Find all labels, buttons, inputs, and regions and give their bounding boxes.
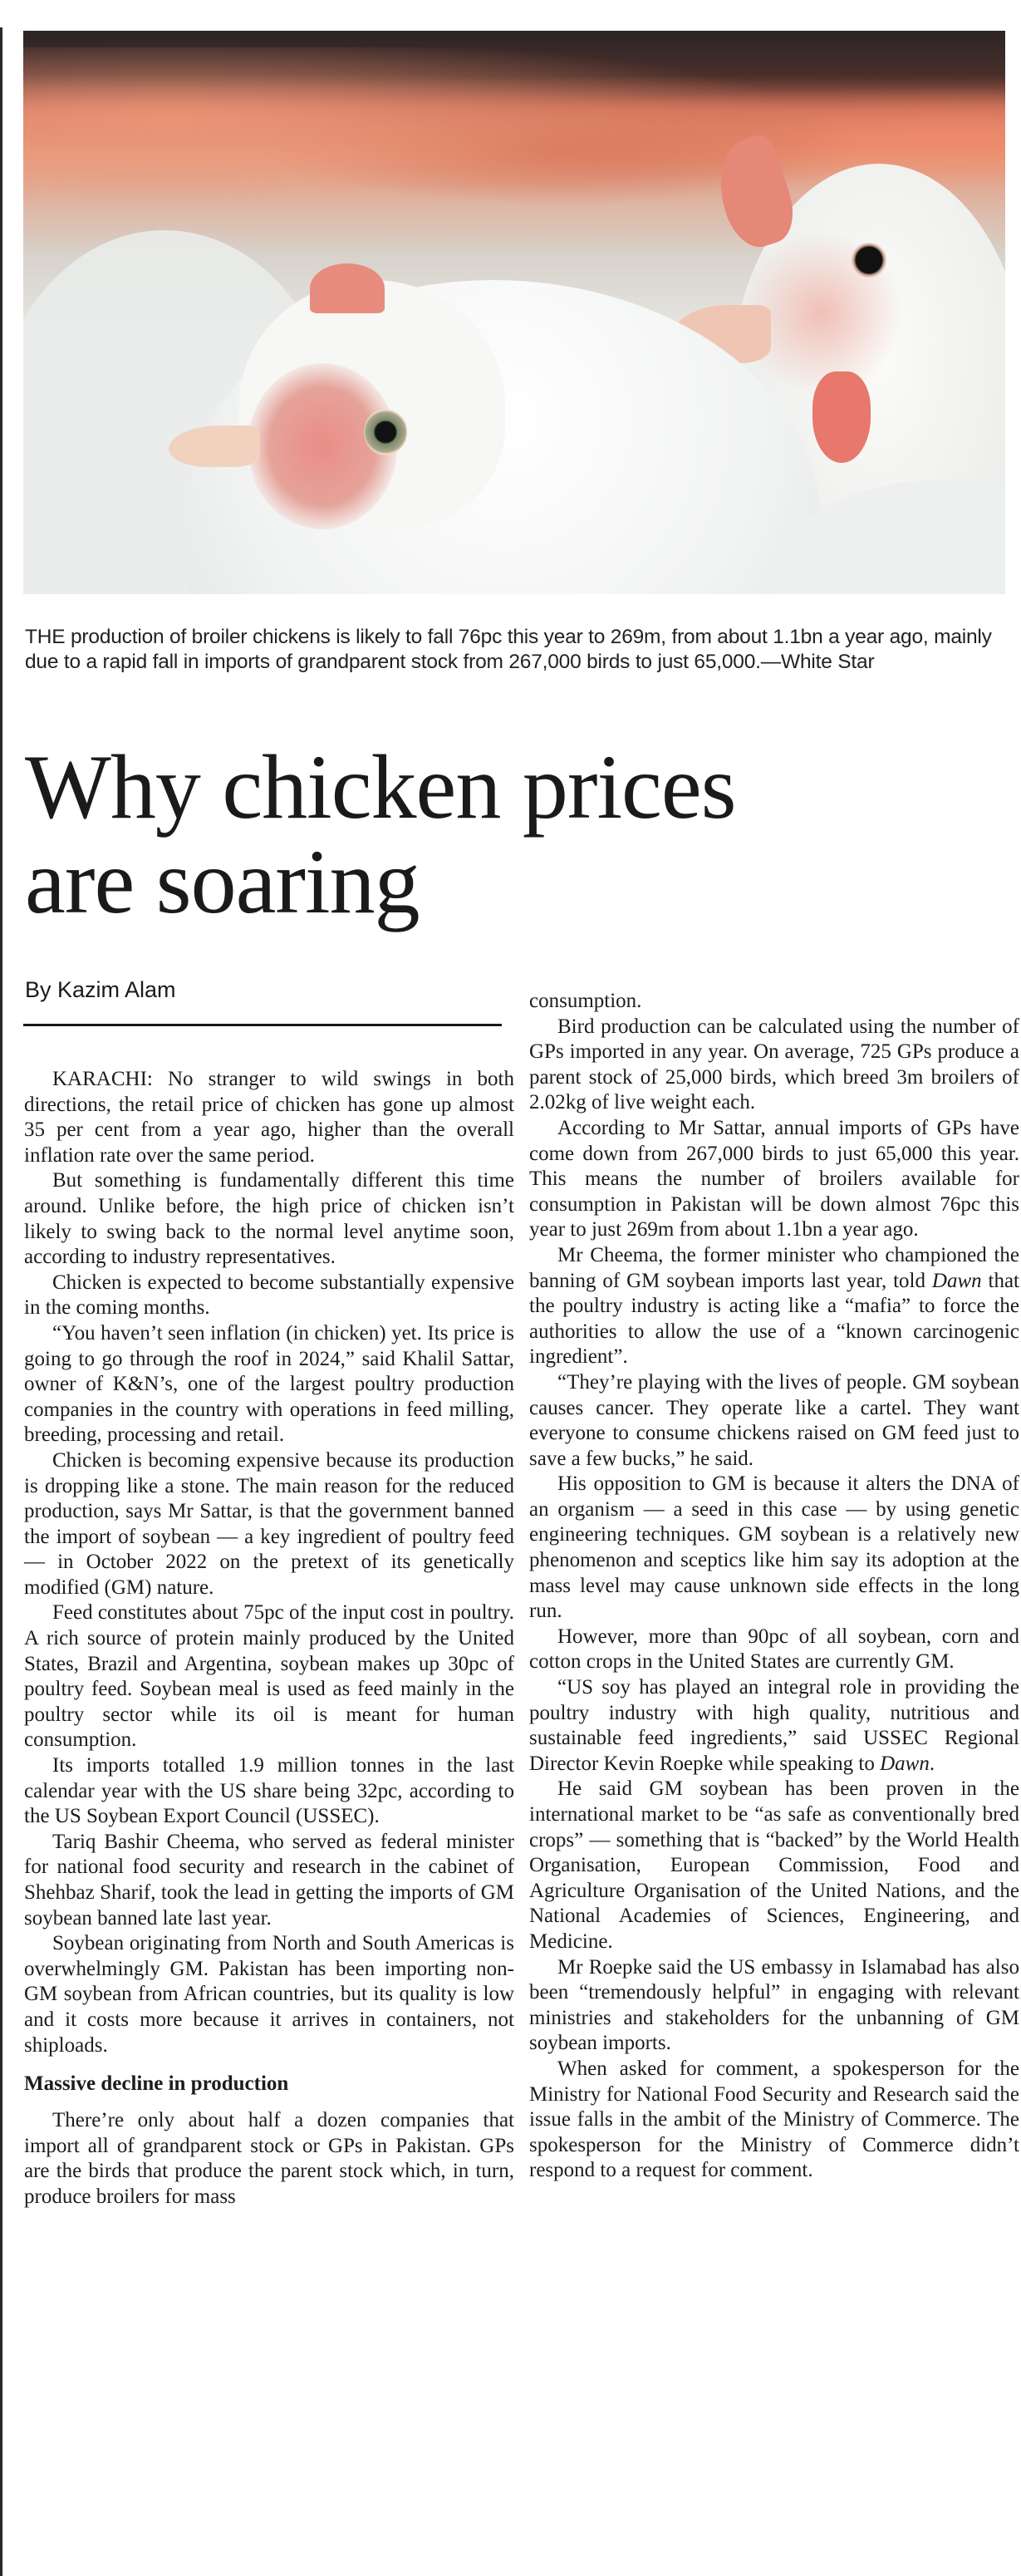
paragraph: Chicken is becoming expensive because its production is dropping like a stone. The main reason for the reduced production, says Mr Sattar, is that the government banned the import of soybean — a key ingredient of poultry feed — in October 2022 on the pretext of its genetically modified (GM) nature. <box>24 1448 514 1599</box>
photo-caption: THE production of broiler chickens is likely to fall 76pc this year to 269m, from about 1.1bn a year ago, mainly due to a rapid fall in imports of grandparent stock from 267,000 birds to just 65,000.—White Star <box>25 626 992 673</box>
paragraph: Soybean originating from North and South Americas is overwhelmingly GM. Pakistan has been importing non-GM soybean from African countries, but its quality is low and it costs more because it arrives in containers, not shiploads. <box>24 1932 514 2057</box>
chicken-photo <box>23 31 1005 594</box>
paragraph: His opposition to GM is because it alters the DNA of an organism — a seed in this case — by using genetic engineering techniques. GM soybean is a relatively new phenomenon and sceptics like him say its adoption at the mass level may cause unknown side effects in the long run. <box>529 1472 1019 1623</box>
paragraph: Feed constitutes about 75pc of the input cost in poultry. A rich source of protein mainly produced by the United States, Brazil and Argentina, soybean makes up 30pc of poultry feed. Soybean meal is used as feed mainly in the poultry sector while its oil is meant for human consumption. <box>24 1601 514 1752</box>
paragraph: Bird production can be calculated using the number of GPs imported in any year. On average, 725 GPs produce a parent stock of 25,000 birds, which breed 3m broilers of 2.02kg of live weight each. <box>529 1015 1019 1114</box>
text-run: “US soy has played an integral role in providing the poultry industry with high quality, nutritious and sustainable feed ingredients,” said USSEC Regional Director Kevin Roepke while speaking to <box>529 1676 1019 1775</box>
paragraph: “You haven’t seen inflation (in chicken) yet. Its price is going to go through the roof in 2024,” said Khalil Sattar, owner of K&N’s, one of the largest poultry production companies in the country with operations in feed milling, breeding, processing and retail. <box>24 1321 514 1447</box>
paragraph: There’re only about half a dozen companies that import all of grandparent stock or GPs in Pakistan. GPs are the birds that produce the parent stock which, in turn, produce broilers for mass <box>24 2109 514 2208</box>
byline: By Kazim Alam <box>25 977 176 1002</box>
headline <box>25 736 997 932</box>
text-run: that the poultry industry is acting like a “mafia” to force the authorities to allow the use of a “known carcinogenic ingredient”. <box>529 1269 1019 1369</box>
paragraph: “They’re playing with the lives of people. GM soybean causes cancer. They operate like a cartel. They want everyone to consume chickens raised on GM feed just to save a few bucks,” he said. <box>529 1370 1019 1470</box>
headline-line-2: are soaring <box>25 831 420 932</box>
text-run: Mr Cheema, the former minister who championed the banning of GM soybean imports last year, told <box>529 1243 1019 1292</box>
headline-line-1: Why chicken prices <box>25 736 736 838</box>
byline-rule <box>23 1024 502 1026</box>
paragraph: When asked for comment, a spokesperson for the Ministry for National Food Security and Research said the issue falls in the ambit of the Ministry of Commerce. The spokesperson for the Ministry of Commerce didn’t respond to a request for comment. <box>529 2057 1019 2182</box>
subheading: Massive decline in production <box>24 2072 289 2096</box>
photo-main-chicken-eye <box>364 409 407 455</box>
paragraph: He said GM soybean has been proven in the international market to be “as safe as conventionally bred crops” — something that is “backed” by the World Health Organisation, European Commission, Food and Agriculture Organisation of the United Nations, and the National Academies of Sciences, Engineering, and Medicine. <box>529 1777 1019 1953</box>
paragraph: However, more than 90pc of all soybean, corn and cotton crops in the United States are currently GM. <box>529 1625 1019 1674</box>
paragraph: Mr Roepke said the US embassy in Islamabad has also been “tremendously helpful” in engaging with relevant ministries and stakeholders for the unbanning of GM soybean imports. <box>529 1955 1019 2055</box>
publication-name: Dawn <box>880 1752 930 1775</box>
paragraph: Tariq Bashir Cheema, who served as federal minister for national food security and research in the cabinet of Shehbaz Sharif, took the lead in getting the imports of GM soybean banned late last year. <box>24 1830 514 1930</box>
photo-main-chicken-comb <box>310 263 385 313</box>
photo-right-chicken-eye <box>850 238 888 282</box>
paragraph: Chicken is expected to become substantially expensive in the coming months. <box>24 1271 514 1320</box>
article-column-left <box>24 1067 514 2210</box>
paragraph: KARACHI: No stranger to wild swings in both directions, the retail price of chicken has gone up almost 35 per cent from a year ago, higher than the overall inflation rate over the same period. <box>24 1068 514 1167</box>
paragraph <box>529 1675 1019 1777</box>
paragraph: According to Mr Sattar, annual imports of GPs have come down from 267,000 birds to just 65,000 this year. This means the number of broilers available for consumption in Pakistan will be down almost 76pc this year to just 269m from about 1.1bn a year ago. <box>529 1116 1019 1241</box>
paragraph: But something is fundamentally different this time around. Unlike before, the high price of chicken isn’t likely to swing back to the normal level anytime soon, according to industry representatives. <box>24 1169 514 1269</box>
photo-right-chicken-wattle <box>812 371 871 463</box>
publication-name: Dawn <box>931 1269 982 1292</box>
paragraph <box>529 1243 1019 1370</box>
page-left-border <box>0 27 2 2576</box>
text-run: . <box>929 1752 935 1775</box>
article-column-right <box>529 989 1019 2184</box>
paragraph: Its imports totalled 1.9 million tonnes in the last calendar year with the US share being 32pc, according to the US Soybean Export Council (USSEC). <box>24 1754 514 1828</box>
paragraph-continuation: consumption. <box>529 990 642 1012</box>
